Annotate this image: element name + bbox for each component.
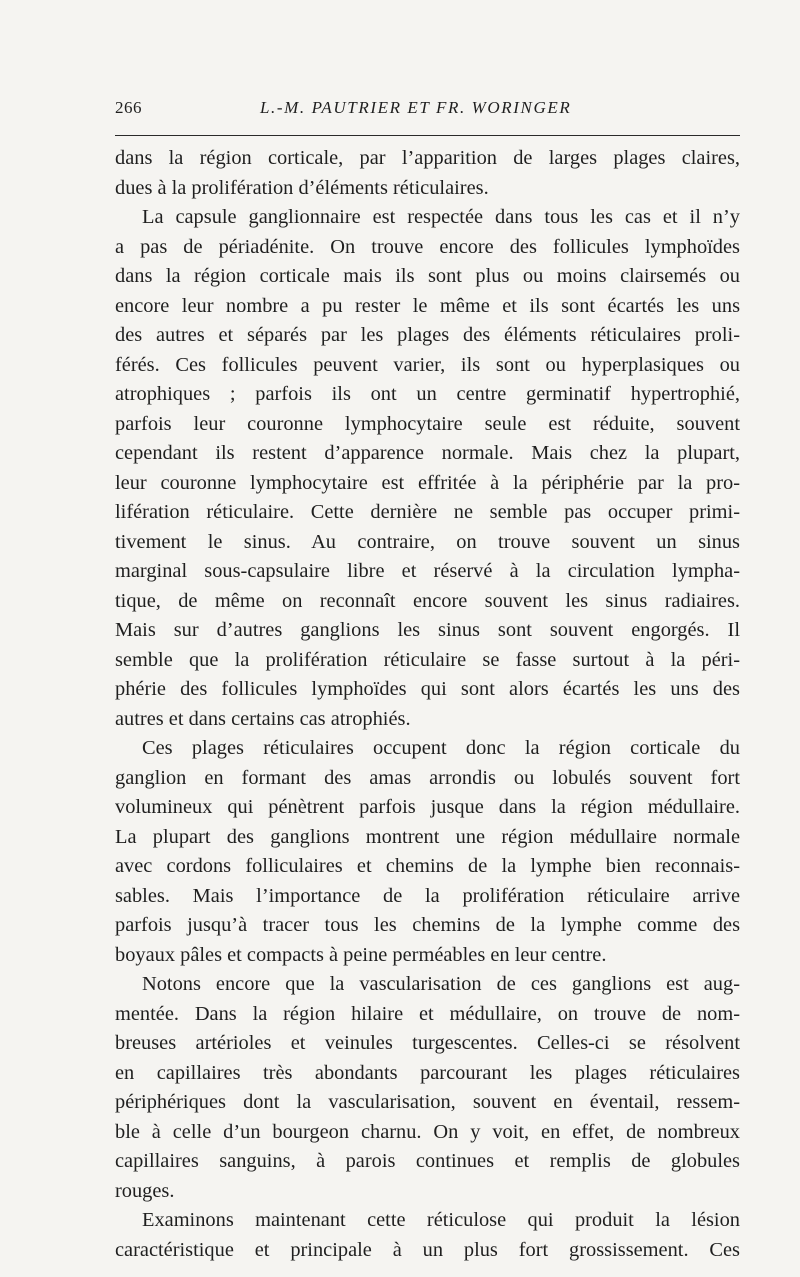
text-line: atrophiques ; parfois ils ont un centre germinatif hypertrophié, xyxy=(115,383,740,405)
text-line: ble à celle d’un bourgeon charnu. On y voit, en effet, de nombreux xyxy=(115,1120,740,1143)
text-line: Notons encore que la vascularisation de ces ganglions est aug- xyxy=(142,973,740,995)
text-line: capillaires sanguins, à parois continues et remplis de globules xyxy=(115,1150,740,1172)
text-line: semble que la prolifération réticulaire se fasse surtout à la péri- xyxy=(115,648,740,671)
text-line: périphériques dont la vascularisation, souvent en éventail, ressem- xyxy=(115,1091,740,1113)
text-line: rouges. xyxy=(115,1179,175,1202)
text-line: encore leur nombre a pu rester le même et ils sont écartés les uns xyxy=(115,294,740,317)
text-line: dans la région corticale, par l’apparition de larges plages claires, xyxy=(115,147,740,169)
text-line: des autres et séparés par les plages des éléments réticulaires proli- xyxy=(115,324,740,346)
text-line: parfois jusqu’à tracer tous les chemins de la lymphe comme des xyxy=(115,914,740,936)
text-line: dans la région corticale mais ils sont plus ou moins clairsemés ou xyxy=(115,265,740,287)
text-line: caractéristique et principale à un plus fort grossissement. Ces xyxy=(115,1238,740,1261)
text-line: Examinons maintenant cette réticulose qui produit la lésion xyxy=(142,1209,740,1231)
text-line: mentée. Dans la région hilaire et médullaire, on trouve de nom- xyxy=(115,1002,740,1025)
text-line: phérie des follicules lymphoïdes qui sont alors écartés les uns des xyxy=(115,678,740,700)
text-line: boyaux pâles et compacts à peine perméables en leur centre. xyxy=(115,943,607,966)
text-line: lifération réticulaire. Cette dernière ne semble pas occuper primi- xyxy=(115,501,740,523)
text-line: tique, de même on reconnaît encore souvent les sinus radiaires. xyxy=(115,589,740,612)
text-line: La plupart des ganglions montrent une région médullaire normale xyxy=(115,825,740,848)
text-line: leur couronne lymphocytaire est effritée à la périphérie par la pro- xyxy=(115,471,740,494)
text-line: marginal sous-capsulaire libre et réservé à la circulation lympha- xyxy=(115,560,740,582)
text-line: tivement le sinus. Au contraire, on trouve souvent un sinus xyxy=(115,530,740,553)
text-line: Ces plages réticulaires occupent donc la région corticale du xyxy=(142,737,740,759)
text-line: breuses artérioles et veinules turgescentes. Celles-ci se résolvent xyxy=(115,1032,740,1054)
body-text xyxy=(115,144,740,1265)
text-line: parfois leur couronne lymphocytaire seule est réduite, souvent xyxy=(115,412,740,435)
text-line: volumineux qui pénètrent parfois jusque dans la région médullaire. xyxy=(115,796,740,818)
text-line: en capillaires très abondants parcourant les plages réticulaires xyxy=(115,1061,740,1084)
text-line: cependant ils restent d’apparence normale. Mais chez la plupart, xyxy=(115,442,740,464)
running-head xyxy=(115,98,740,128)
text-line: sables. Mais l’importance de la prolifération réticulaire arrive xyxy=(115,884,740,907)
page-number: 266 xyxy=(115,98,142,117)
header-rule xyxy=(115,135,740,136)
text-line: avec cordons folliculaires et chemins de la lymphe bien reconnais- xyxy=(115,855,740,877)
text-line: dues à la prolifération d’éléments réticulaires. xyxy=(115,176,489,199)
running-title: L.-M. PAUTRIER ET FR. WORINGER xyxy=(260,98,572,117)
text-line: La capsule ganglionnaire est respectée dans tous les cas et il n’y xyxy=(142,206,740,228)
text-line: Mais sur d’autres ganglions les sinus sont souvent engorgés. Il xyxy=(115,619,740,641)
text-line: a pas de périadénite. On trouve encore des follicules lymphoïdes xyxy=(115,235,740,258)
text-line: autres et dans certains cas atrophiés. xyxy=(115,707,411,730)
text-line: ganglion en formant des amas arrondis ou lobulés souvent fort xyxy=(115,766,740,789)
text-line: férés. Ces follicules peuvent varier, ils sont ou hyperplasiques ou xyxy=(115,353,740,376)
